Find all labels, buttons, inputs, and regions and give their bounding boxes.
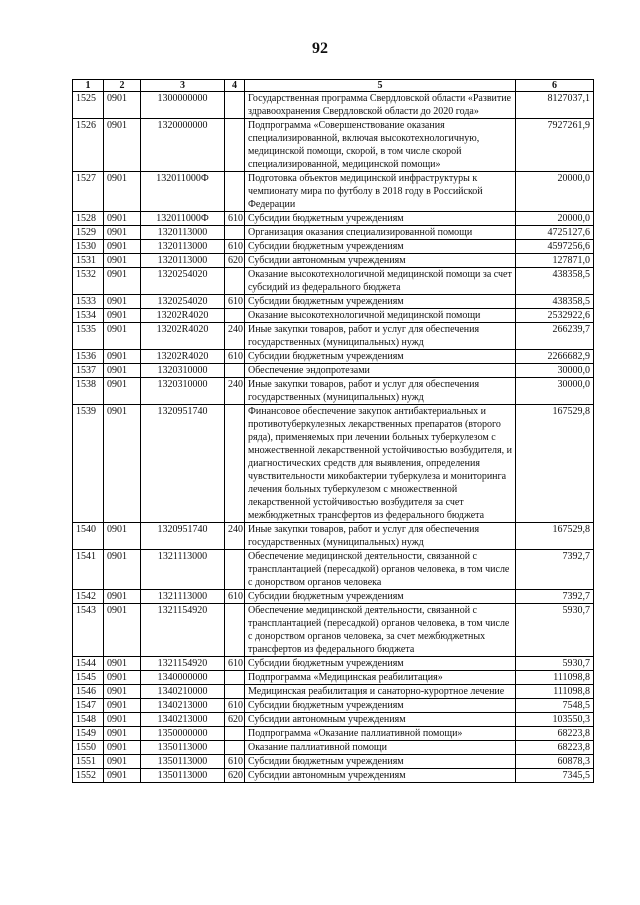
amount-cell: 2266682,9 xyxy=(516,350,594,364)
amount-cell: 167529,8 xyxy=(516,405,594,523)
item-name-cell: Финансовое обеспечение закупок антибактериальных и противотуберкулезных лекарственных препаратов (второго ряда), применяемых при лечении больных туберкулезом с множественной лекарственной устойчивостью возбудителя, и диагностических средств для выявления, определения чувствительности микобактерии туберкулеза и мониторинга лечения больных туберкулезом с множественной лекарственной устойчивостью возбудителя за счет межбюджетных трансфертов из федерального бюджета xyxy=(245,405,516,523)
table-header xyxy=(73,80,594,92)
amount-cell: 8127037,1 xyxy=(516,92,594,119)
row-number-cell: 1535 xyxy=(73,323,104,350)
row-number-cell: 1550 xyxy=(73,741,104,755)
budget-table xyxy=(72,79,594,783)
section-code-cell: 0901 xyxy=(104,713,141,727)
item-name-cell: Субсидии автономным учреждениям xyxy=(245,769,516,783)
expense-type-code-cell xyxy=(225,550,245,590)
page-number: 92 xyxy=(312,40,328,57)
target-article-code-cell: 13202R4020 xyxy=(141,309,225,323)
amount-cell: 111098,8 xyxy=(516,671,594,685)
expense-type-code-cell xyxy=(225,727,245,741)
section-code-cell: 0901 xyxy=(104,604,141,657)
item-name-cell: Субсидии бюджетным учреждениям xyxy=(245,240,516,254)
header-col-1: 1 xyxy=(73,80,104,92)
row-number-cell: 1536 xyxy=(73,350,104,364)
item-name-cell: Иные закупки товаров, работ и услуг для обеспечения государственных (муниципальных) нужд xyxy=(245,378,516,405)
row-number-cell: 1532 xyxy=(73,268,104,295)
table-row xyxy=(73,119,594,172)
expense-type-code-cell: 610 xyxy=(225,212,245,226)
row-number-cell: 1545 xyxy=(73,671,104,685)
table-row xyxy=(73,741,594,755)
expense-type-code-cell xyxy=(225,226,245,240)
table-row xyxy=(73,550,594,590)
table-row xyxy=(73,755,594,769)
target-article-code-cell: 1300000000 xyxy=(141,92,225,119)
target-article-code-cell: 1350113000 xyxy=(141,741,225,755)
expense-type-code-cell xyxy=(225,604,245,657)
row-number-cell: 1542 xyxy=(73,590,104,604)
row-number-cell: 1525 xyxy=(73,92,104,119)
target-article-code-cell: 1350113000 xyxy=(141,769,225,783)
expense-type-code-cell: 620 xyxy=(225,713,245,727)
table-row xyxy=(73,226,594,240)
section-code-cell: 0901 xyxy=(104,119,141,172)
expense-type-code-cell: 610 xyxy=(225,755,245,769)
header-col-4: 4 xyxy=(225,80,245,92)
item-name-cell: Обеспечение эндопротезами xyxy=(245,364,516,378)
amount-cell: 7392,7 xyxy=(516,550,594,590)
row-number-cell: 1543 xyxy=(73,604,104,657)
item-name-cell: Иные закупки товаров, работ и услуг для обеспечения государственных (муниципальных) нужд xyxy=(245,323,516,350)
row-number-cell: 1541 xyxy=(73,550,104,590)
section-code-cell: 0901 xyxy=(104,657,141,671)
section-code-cell: 0901 xyxy=(104,309,141,323)
target-article-code-cell: 1321154920 xyxy=(141,604,225,657)
row-number-cell: 1546 xyxy=(73,685,104,699)
target-article-code-cell: 1340213000 xyxy=(141,699,225,713)
amount-cell: 60878,3 xyxy=(516,755,594,769)
item-name-cell: Медицинская реабилитация и санаторно-курортное лечение xyxy=(245,685,516,699)
table-row xyxy=(73,671,594,685)
table-row xyxy=(73,657,594,671)
section-code-cell: 0901 xyxy=(104,378,141,405)
amount-cell: 5930,7 xyxy=(516,657,594,671)
row-number-cell: 1534 xyxy=(73,309,104,323)
table-row xyxy=(73,727,594,741)
item-name-cell: Подготовка объектов медицинской инфраструктуры к чемпионату мира по футболу в 2018 году в Российской Федерации xyxy=(245,172,516,212)
header-col-5: 5 xyxy=(245,80,516,92)
item-name-cell: Субсидии автономным учреждениям xyxy=(245,713,516,727)
amount-cell: 127871,0 xyxy=(516,254,594,268)
row-number-cell: 1531 xyxy=(73,254,104,268)
row-number-cell: 1537 xyxy=(73,364,104,378)
expense-type-code-cell xyxy=(225,741,245,755)
section-code-cell: 0901 xyxy=(104,590,141,604)
item-name-cell: Подпрограмма «Совершенствование оказания специализированной, включая высокотехнологичную, медицинской помощи, скорой, в том числе скорой специализированной, медицинской помощи» xyxy=(245,119,516,172)
target-article-code-cell: 13202R4020 xyxy=(141,323,225,350)
amount-cell: 438358,5 xyxy=(516,295,594,309)
target-article-code-cell: 1320254020 xyxy=(141,295,225,309)
table-row xyxy=(73,364,594,378)
expense-type-code-cell xyxy=(225,172,245,212)
target-article-code-cell: 1320310000 xyxy=(141,364,225,378)
table-row xyxy=(73,295,594,309)
row-number-cell: 1530 xyxy=(73,240,104,254)
table-row xyxy=(73,309,594,323)
amount-cell: 20000,0 xyxy=(516,212,594,226)
row-number-cell: 1527 xyxy=(73,172,104,212)
table-row xyxy=(73,212,594,226)
amount-cell: 7345,5 xyxy=(516,769,594,783)
section-code-cell: 0901 xyxy=(104,727,141,741)
table-row xyxy=(73,323,594,350)
expense-type-code-cell: 610 xyxy=(225,657,245,671)
section-code-cell: 0901 xyxy=(104,92,141,119)
target-article-code-cell: 1320951740 xyxy=(141,523,225,550)
row-number-cell: 1552 xyxy=(73,769,104,783)
target-article-code-cell: 132011000Ф xyxy=(141,212,225,226)
table-body xyxy=(73,92,594,783)
section-code-cell: 0901 xyxy=(104,550,141,590)
item-name-cell: Государственная программа Свердловской области «Развитие здравоохранения Свердловской области до 2020 года» xyxy=(245,92,516,119)
section-code-cell: 0901 xyxy=(104,523,141,550)
section-code-cell: 0901 xyxy=(104,405,141,523)
table-row xyxy=(73,378,594,405)
table-row xyxy=(73,523,594,550)
expense-type-code-cell: 240 xyxy=(225,323,245,350)
amount-cell: 4597256,6 xyxy=(516,240,594,254)
section-code-cell: 0901 xyxy=(104,212,141,226)
item-name-cell: Иные закупки товаров, работ и услуг для обеспечения государственных (муниципальных) нужд xyxy=(245,523,516,550)
section-code-cell: 0901 xyxy=(104,323,141,350)
table-row xyxy=(73,268,594,295)
section-code-cell: 0901 xyxy=(104,350,141,364)
expense-type-code-cell xyxy=(225,671,245,685)
section-code-cell: 0901 xyxy=(104,240,141,254)
header-col-2: 2 xyxy=(104,80,141,92)
header-row xyxy=(73,80,594,92)
item-name-cell: Субсидии бюджетным учреждениям xyxy=(245,657,516,671)
item-name-cell: Подпрограмма «Медицинская реабилитация» xyxy=(245,671,516,685)
row-number-cell: 1526 xyxy=(73,119,104,172)
target-article-code-cell: 1340000000 xyxy=(141,671,225,685)
item-name-cell: Оказание высокотехнологичной медицинской помощи xyxy=(245,309,516,323)
row-number-cell: 1548 xyxy=(73,713,104,727)
header-col-3: 3 xyxy=(141,80,225,92)
section-code-cell: 0901 xyxy=(104,268,141,295)
item-name-cell: Организация оказания специализированной помощи xyxy=(245,226,516,240)
target-article-code-cell: 1321113000 xyxy=(141,550,225,590)
item-name-cell: Оказание паллиативной помощи xyxy=(245,741,516,755)
section-code-cell: 0901 xyxy=(104,741,141,755)
amount-cell: 30000,0 xyxy=(516,378,594,405)
item-name-cell: Субсидии автономным учреждениям xyxy=(245,254,516,268)
table-row xyxy=(73,350,594,364)
section-code-cell: 0901 xyxy=(104,671,141,685)
section-code-cell: 0901 xyxy=(104,685,141,699)
table-row xyxy=(73,713,594,727)
row-number-cell: 1533 xyxy=(73,295,104,309)
amount-cell: 4725127,6 xyxy=(516,226,594,240)
table-row xyxy=(73,172,594,212)
table-row xyxy=(73,604,594,657)
item-name-cell: Подпрограмма «Оказание паллиативной помощи» xyxy=(245,727,516,741)
target-article-code-cell: 1350113000 xyxy=(141,755,225,769)
row-number-cell: 1544 xyxy=(73,657,104,671)
row-number-cell: 1540 xyxy=(73,523,104,550)
expense-type-code-cell: 620 xyxy=(225,769,245,783)
section-code-cell: 0901 xyxy=(104,172,141,212)
item-name-cell: Субсидии бюджетным учреждениям xyxy=(245,590,516,604)
target-article-code-cell: 1321154920 xyxy=(141,657,225,671)
amount-cell: 266239,7 xyxy=(516,323,594,350)
amount-cell: 68223,8 xyxy=(516,727,594,741)
target-article-code-cell: 1320113000 xyxy=(141,226,225,240)
amount-cell: 7392,7 xyxy=(516,590,594,604)
row-number-cell: 1538 xyxy=(73,378,104,405)
target-article-code-cell: 1320310000 xyxy=(141,378,225,405)
section-code-cell: 0901 xyxy=(104,769,141,783)
section-code-cell: 0901 xyxy=(104,254,141,268)
item-name-cell: Субсидии бюджетным учреждениям xyxy=(245,755,516,769)
amount-cell: 5930,7 xyxy=(516,604,594,657)
expense-type-code-cell xyxy=(225,364,245,378)
target-article-code-cell: 1340213000 xyxy=(141,713,225,727)
amount-cell: 7548,5 xyxy=(516,699,594,713)
row-number-cell: 1547 xyxy=(73,699,104,713)
target-article-code-cell: 1320113000 xyxy=(141,254,225,268)
amount-cell: 20000,0 xyxy=(516,172,594,212)
item-name-cell: Субсидии бюджетным учреждениям xyxy=(245,295,516,309)
expense-type-code-cell: 620 xyxy=(225,254,245,268)
amount-cell: 111098,8 xyxy=(516,685,594,699)
item-name-cell: Субсидии бюджетным учреждениям xyxy=(245,350,516,364)
table-row xyxy=(73,590,594,604)
row-number-cell: 1551 xyxy=(73,755,104,769)
section-code-cell: 0901 xyxy=(104,226,141,240)
amount-cell: 103550,3 xyxy=(516,713,594,727)
row-number-cell: 1539 xyxy=(73,405,104,523)
expense-type-code-cell xyxy=(225,309,245,323)
expense-type-code-cell: 610 xyxy=(225,295,245,309)
amount-cell: 68223,8 xyxy=(516,741,594,755)
expense-type-code-cell: 240 xyxy=(225,378,245,405)
target-article-code-cell: 1320254020 xyxy=(141,268,225,295)
target-article-code-cell: 13202R4020 xyxy=(141,350,225,364)
section-code-cell: 0901 xyxy=(104,364,141,378)
target-article-code-cell: 1320000000 xyxy=(141,119,225,172)
table-row xyxy=(73,699,594,713)
table-row xyxy=(73,405,594,523)
amount-cell: 7927261,9 xyxy=(516,119,594,172)
item-name-cell: Оказание высокотехнологичной медицинской помощи за счет субсидий из федерального бюджета xyxy=(245,268,516,295)
expense-type-code-cell xyxy=(225,268,245,295)
expense-type-code-cell xyxy=(225,405,245,523)
row-number-cell: 1528 xyxy=(73,212,104,226)
amount-cell: 438358,5 xyxy=(516,268,594,295)
item-name-cell: Субсидии бюджетным учреждениям xyxy=(245,699,516,713)
amount-cell: 2532922,6 xyxy=(516,309,594,323)
target-article-code-cell: 1320113000 xyxy=(141,240,225,254)
amount-cell: 167529,8 xyxy=(516,523,594,550)
item-name-cell: Обеспечение медицинской деятельности, связанной с трансплантацией (пересадкой) органов человека, в том числе с донорством органов человека, за счет межбюджетных трансфертов из федерального бюджета xyxy=(245,604,516,657)
section-code-cell: 0901 xyxy=(104,295,141,309)
header-col-6: 6 xyxy=(516,80,594,92)
table-row xyxy=(73,240,594,254)
expense-type-code-cell: 610 xyxy=(225,240,245,254)
item-name-cell: Субсидии бюджетным учреждениям xyxy=(245,212,516,226)
item-name-cell: Обеспечение медицинской деятельности, связанной с трансплантацией (пересадкой) органов человека, в том числе с донорством органов человека xyxy=(245,550,516,590)
table-row xyxy=(73,685,594,699)
expense-type-code-cell: 610 xyxy=(225,699,245,713)
expense-type-code-cell xyxy=(225,685,245,699)
expense-type-code-cell xyxy=(225,92,245,119)
expense-type-code-cell: 240 xyxy=(225,523,245,550)
expense-type-code-cell: 610 xyxy=(225,350,245,364)
target-article-code-cell: 1320951740 xyxy=(141,405,225,523)
target-article-code-cell: 1321113000 xyxy=(141,590,225,604)
row-number-cell: 1549 xyxy=(73,727,104,741)
target-article-code-cell: 1350000000 xyxy=(141,727,225,741)
expense-type-code-cell: 610 xyxy=(225,590,245,604)
target-article-code-cell: 132011000Ф xyxy=(141,172,225,212)
amount-cell: 30000,0 xyxy=(516,364,594,378)
section-code-cell: 0901 xyxy=(104,699,141,713)
expense-type-code-cell xyxy=(225,119,245,172)
table-row xyxy=(73,254,594,268)
target-article-code-cell: 1340210000 xyxy=(141,685,225,699)
row-number-cell: 1529 xyxy=(73,226,104,240)
section-code-cell: 0901 xyxy=(104,755,141,769)
table-row xyxy=(73,92,594,119)
table-row xyxy=(73,769,594,783)
